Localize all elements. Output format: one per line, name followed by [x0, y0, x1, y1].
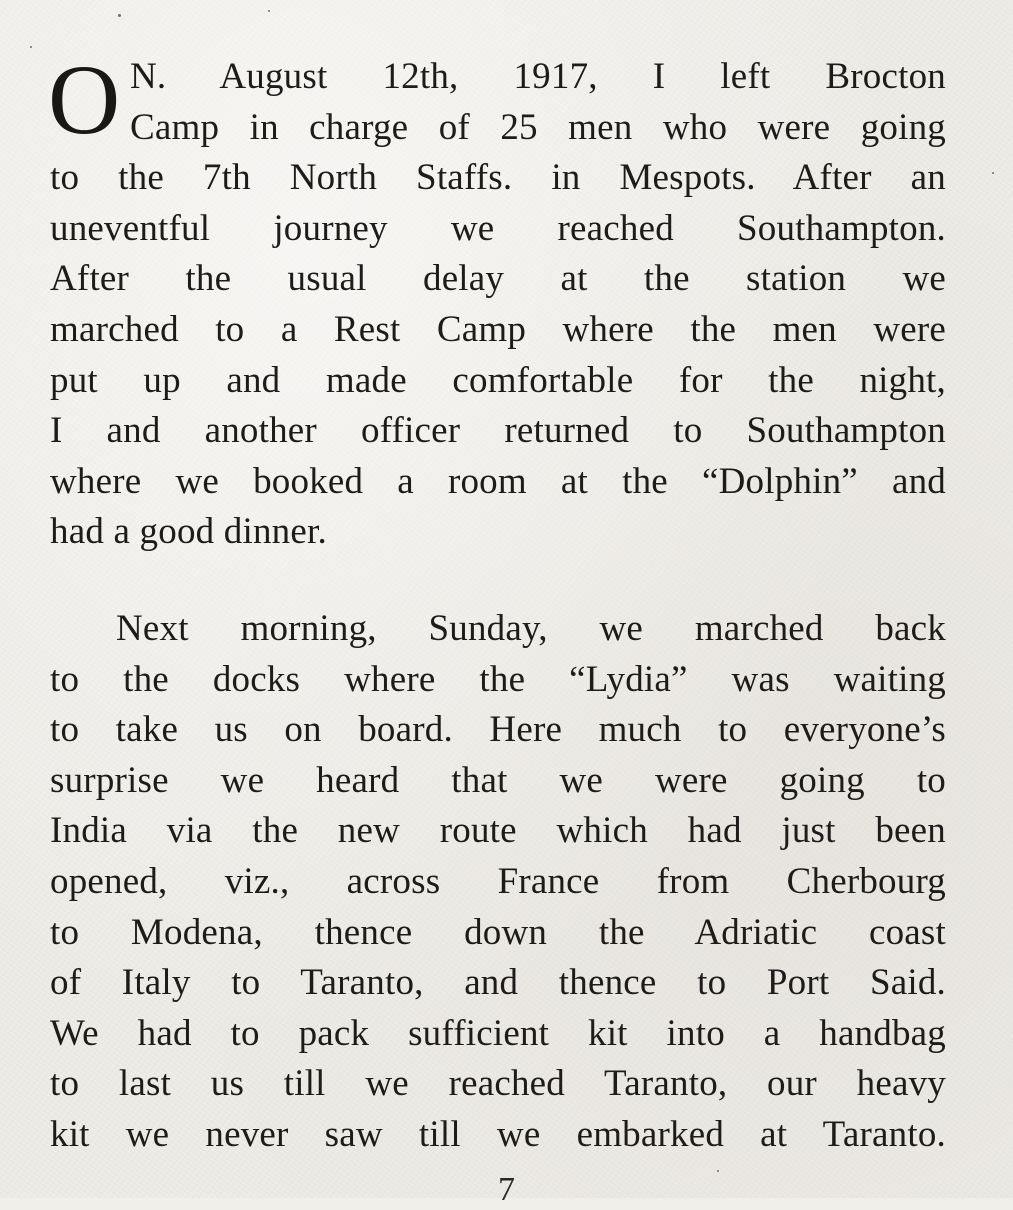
text-line: to take us on board. Here much to everyone’s — [50, 709, 946, 751]
page-number: 7 — [498, 1171, 515, 1208]
text-line: marched to a Rest Camp where the men were — [50, 308, 946, 350]
text-line: put up and made comfortable for the night, — [50, 359, 946, 401]
ink-speck — [118, 14, 121, 17]
page-text — [48, 44, 946, 1160]
text-line: to Modena, thence down the Adriatic coast — [50, 911, 946, 953]
paragraph-2 — [50, 604, 946, 1161]
ink-speck — [30, 46, 32, 48]
text-line: Next morning, Sunday, we marched back — [116, 607, 946, 649]
text-line: We had to pack sufficient kit into a handbag — [50, 1012, 946, 1054]
drop-cap-letter: O — [48, 44, 121, 155]
text-line: kit we never saw till we embarked at Taranto. — [50, 1113, 946, 1155]
text-line: to the docks where the “Lydia” was waiting — [50, 658, 946, 700]
text-line: surprise we heard that we were going to — [50, 759, 946, 801]
ink-speck — [992, 172, 994, 174]
text-line: had a good dinner. — [50, 511, 327, 553]
text-line: I and another officer returned to Southampton — [50, 410, 946, 452]
text-line: where we booked a room at the “Dolphin” and — [50, 460, 946, 502]
paragraph-spacer — [50, 558, 946, 604]
text-line: to the 7th North Staffs. in Mespots. After an — [50, 157, 946, 199]
text-line: N. August 12th, 1917, I left Brocton — [130, 56, 946, 97]
text-line: India via the new route which had just been — [50, 810, 946, 852]
text-line: After the usual delay at the station we — [50, 258, 946, 300]
ink-speck — [268, 10, 270, 12]
text-line: Camp in charge of 25 men who were going — [130, 106, 946, 148]
paragraph-1 — [48, 44, 946, 558]
text-line: to last us till we reached Taranto, our heavy — [50, 1063, 946, 1105]
text-line: of Italy to Taranto, and thence to Port Said. — [50, 962, 946, 1004]
text-line: uneventful journey we reached Southampton. — [50, 207, 946, 249]
text-line: opened, viz., across France from Cherbourg — [50, 860, 946, 902]
